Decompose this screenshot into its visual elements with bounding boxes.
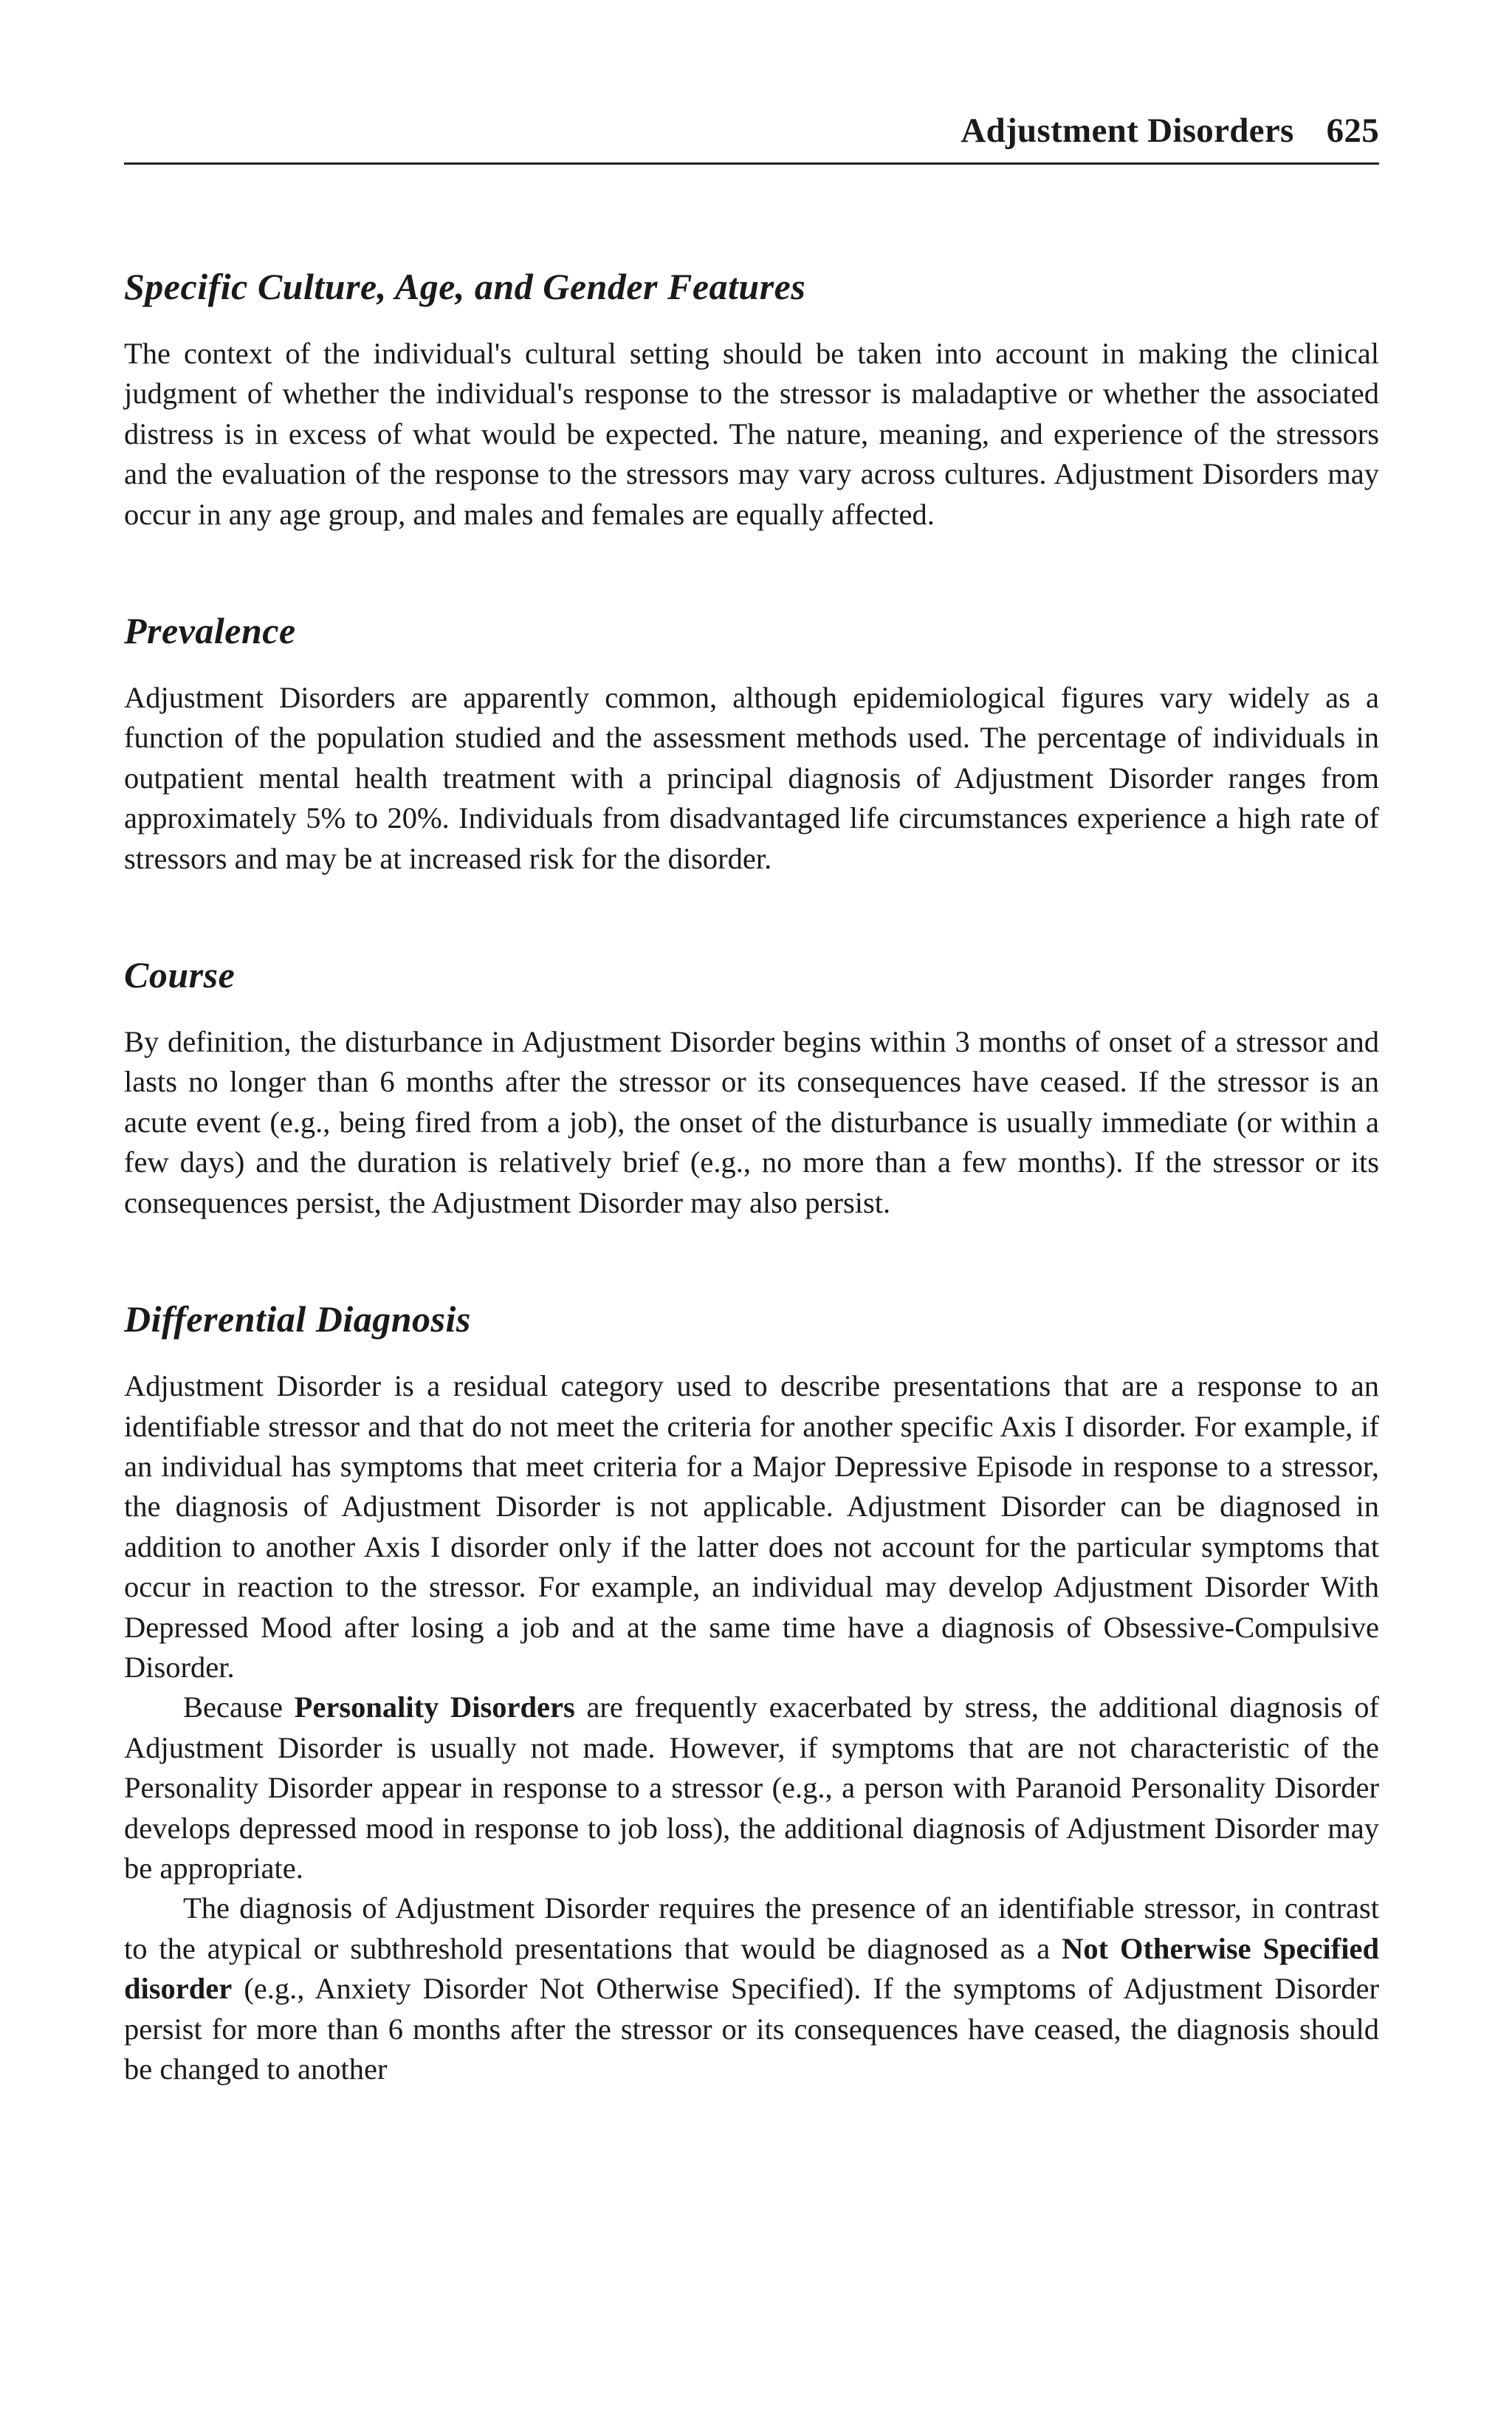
page-number: 625: [1326, 112, 1379, 150]
running-head-title: Adjustment Disorders: [961, 112, 1294, 150]
page-content: [124, 264, 1379, 2089]
paragraph-differential-diagnosis-3: [124, 1888, 1379, 2089]
paragraph-prevalence: Adjustment Disorders are apparently common, although epidemiological figures vary widely as a function of the population studied and the assessment methods used. The percentage of individuals in outpatient mental health treatment with a principal diagnosis of Adjustment Disorder ranges from approximately 5% to 20%. Individuals from disadvantaged life circumstances experience a high rate of stressors and may be at increased risk for the disorder.: [124, 681, 1379, 875]
section-heading-differential-diagnosis: Differential Diagnosis: [124, 1298, 471, 1340]
paragraph-differential-diagnosis-2: [124, 1687, 1379, 1888]
header-rule: [124, 162, 1379, 165]
paragraph-text: (e.g., Anxiety Disorder Not Otherwise Specified). If the symptoms of Adjustment Disorder persist for more than 6 months after the stressor or its consequences have ceased, the diagnosis should be changed to another: [124, 1972, 1379, 2086]
paragraph-text: The diagnosis of Adjustment Disorder requires the presence of an identifiable stressor, in contrast to the atypical or subthreshold presentations that would be diagnosed as a: [124, 1891, 1379, 1965]
section-heading-prevalence: Prevalence: [124, 610, 296, 652]
cross-reference-personality-disorders: Personality Disorders: [294, 1690, 575, 1724]
paragraph-text: are frequently exacerbated by stress, the additional diagnosis of Adjustment Disorder is usually not made. However, if symptoms that are not characteristic of the Personality Disorder appear in response to a stressor (e.g., a person with Paranoid Personality Disorder develops depressed mood in response to job loss), the additional diagnosis of Adjustment Disorder may be appropriate.: [124, 1690, 1379, 1885]
section-heading-course: Course: [124, 954, 236, 996]
paragraph-course: By definition, the disturbance in Adjustment Disorder begins within 3 months of onset of a stressor and lasts no longer than 6 months after the stressor or its consequences have ceased. If the stressor is an acute event (e.g., being fired from a job), the onset of the disturbance is usually immediate (or within a few days) and the duration is relatively brief (e.g., no more than a few months). If the stressor or its consequences persist, the Adjustment Disorder may also persist.: [124, 1025, 1379, 1219]
paragraph-differential-diagnosis-1: Adjustment Disorder is a residual category used to describe presentations that are a response to an identifiable stressor and that do not meet the criteria for another specific Axis I disorder. For example, if an individual has symptoms that meet criteria for a Major Depressive Episode in response to a stressor, the diagnosis of Adjustment Disorder is not applicable. Adjustment Disorder can be diagnosed in addition to another Axis I disorder only if the latter does not account for the particular symptoms that occur in reaction to the stressor. For example, an individual may develop Adjustment Disorder With Depressed Mood after losing a job and at the same time have a diagnosis of Obsessive-Compulsive Disorder.: [124, 1369, 1379, 1684]
paragraph-text: Because: [183, 1690, 295, 1724]
running-head: [961, 111, 1379, 151]
paragraph-culture-age-gender: The context of the individual's cultural setting should be taken into account in making the clinical judgment of whether the individual's response to the stressor is maladaptive or whether the associated distress is in excess of what would be expected. The nature, meaning, and experience of the stressors and the evaluation of the response to the stressors may vary across cultures. Adjustment Disorders may occur in any age group, and males and females are equally affected.: [124, 337, 1379, 531]
cross-reference-nos-disorder: Not Otherwise Specified disorder: [124, 1931, 1379, 2006]
section-heading-culture-age-gender: Specific Culture, Age, and Gender Features: [124, 266, 806, 307]
